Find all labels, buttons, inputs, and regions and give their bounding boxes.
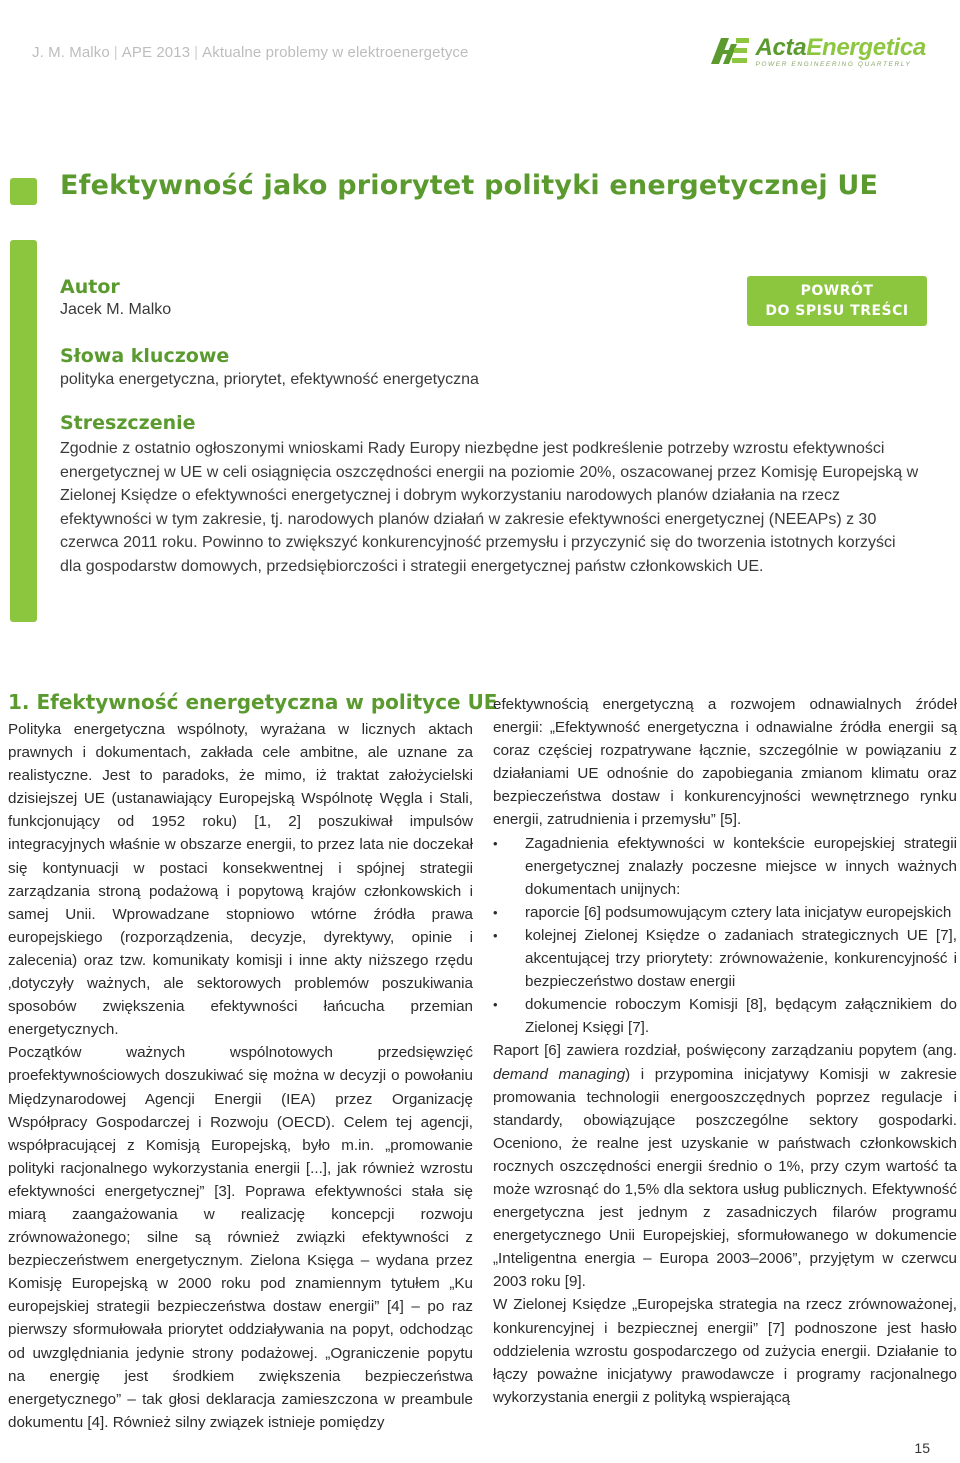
header-author: J. M. Malko xyxy=(32,44,110,61)
bullet-list xyxy=(493,832,957,1040)
abstract xyxy=(60,437,920,578)
bullet-icon: • xyxy=(493,904,498,920)
list-item: • Zagadnienia efektywności w kontekście europejskiej strategii energetycznej znalazły poczesne miejsce w innych ważnych dokumentach unijnych: xyxy=(493,832,957,901)
page-number: 15 xyxy=(914,1440,930,1456)
logo-tagline: POWER ENGINEERING QUARTERLY xyxy=(755,61,912,68)
list-item: • raporcie [6] podsumowującym cztery lata inicjatyw europejskich xyxy=(493,901,957,924)
right-column xyxy=(493,693,957,1409)
author-label: Autor xyxy=(60,276,120,298)
paragraph: Polityka energetyczna wspólnoty, wyrażana w licznych aktach prawnych i dokumentach, zakłada cele ambitne, ale uznane za realistyczne. Jest to paradoks, że mimo, iż traktat założycielski dzisiejszej UE (ustanawiający Europejską Wspólnotę Węgla i Stali, funkcjonujący od 1952 roku) [1, 2] poszukiwał impulsów integracyjnych właśnie w obszarze energii, to przez lata nie doczekał się kontynuacji w postaci konsekwentnej i spójnej strategii zarządzania stroną podażową i popytową krajów członkowskich i samej Unii. Wprowadzane stopniowo wtórne źródła prawa europejskiego (rozporządzenia, decyzje, dyrektywy, opinie i zalecenia) oraz tzw. komunikaty komisji i inne akty niższego rzędu ‚dotyczyły ważnych, ale sektorowych problemów poszukiwania sposobów zwiększenia efektywności łańcucha przemian energetycznych. xyxy=(8,721,473,1039)
title-marker xyxy=(10,178,37,205)
header-topic: Aktualne problemy w elektroenergetyce xyxy=(202,44,469,61)
paragraph: Początków ważnych wspólnotowych przedsięwzięć proefektywnościowych doszukiwać się można w decyzji o powołaniu Międzynarodowej Agencji Energii (IEA) przez Organizację Współpracy Gospodarczej i Rozwoju (OECD). Celem tej agencji, współpracującej z Komisją Europejską, było m.in. „promowanie polityki racjonalnego wykorzystania energii [...], jak również wzrostu efektywności energetycznej” [3]. Poprawa efektywności stała się miarą zaangażowania w realizację koncepcji rozwoju zrównoważonego; silne są również związki efektywności z bezpieczeństwem energetycznym. Zielona Księga – wydana przez Komisję Europejską w 2000 roku pod znamiennym tytułem „Ku europejskiej strategii bezpieczeństwa dostaw energii” [4] – po raz pierwszy sformułowała priorytet oddziaływania na popyt, odchodząc od uwzględniania jedynie strony podażowej. „Ograniczenie popytu na energię jest środkiem zwiększenia bezpieczeństwa energetycznego” – tak głosi deklaracja zamieszczona w preambule dokumentu [4]. Również silny związek istnieje pomiędzy xyxy=(8,1044,473,1431)
keywords-text: polityka energetyczna, priorytet, efektywność energetyczna xyxy=(60,371,479,388)
page-title: Efektywność jako priorytet polityki energetycznej UE xyxy=(60,170,879,201)
back-button-line1: POWRÓT xyxy=(800,283,874,299)
acta-energetica-logo xyxy=(709,36,926,74)
italic-term: demand managing xyxy=(493,1065,626,1083)
meta-side-bar xyxy=(10,240,37,622)
abstract-text: Zgodnie z ostatnio ogłoszonymi wnioskami Rady Europy niezbędne jest podkreślenie potrzeby wzrostu efektywności energetycznej w UE w celi osiągnięcia oszczędności energii na poziomie 20%, oszacowanej przez Komisję Europejską w Zielonej Księdze o efektywności energetycznej i dobrym wykorzystaniu narodowych planów działania na rzecz efektywności w tym zakresie, tj. narodowych planów działań w zakresie efektywności energetycznej (NEEAPs) z 30 czerwca 2011 roku. Powinno to zwiększyć konkurencyjność przemysłu i przyczynić się do tworzenia istotnych korzyści dla gospodarstw domowych, przedsiębiorczości i strategii energetycznej państw członkowskich UE. xyxy=(60,440,919,575)
section-heading: 1. Efektywność energetyczna w polityce UE xyxy=(8,690,498,714)
header-conference: APE 2013 xyxy=(121,44,191,61)
abstract-label: Streszczenie xyxy=(60,412,196,434)
author-name: Jacek M. Malko xyxy=(60,301,172,318)
logo-mark-icon xyxy=(709,36,751,66)
left-column xyxy=(8,718,473,1434)
paragraph: W Zielonej Księdze „Europejska strategia na rzecz zrównoważonej, konkurencyjnej i bezpiecznej energii” [7] podnoszone jest hasło oddzielenia wzrostu gospodarczego od zużycia energii. Działanie to łączy poważne inicjatywy prawodawcze i programy racjonalnego wykorzystania energii z polityką wspierającą xyxy=(493,1296,957,1406)
bullet-icon: • xyxy=(493,927,498,943)
bullet-icon: • xyxy=(493,997,498,1013)
header-separator: | xyxy=(194,44,199,61)
paragraph: efektywnością energetyczną a rozwojem odnawialnych źródeł energii: „Efektywność energetyczna i odnawialne źródła energii są coraz częściej rozpatrywane łącznie, szczególnie w powiązaniu z działaniami UE odnośnie do zapobiegania zmianom klimatu oraz bezpieczeństwa dostaw i konkurencyjności wewnętrznego rynku energii, zatrudnienia i przemysłu” [5]. xyxy=(493,696,957,829)
running-header xyxy=(32,44,468,61)
paragraph: Raport [6] zawiera rozdział, poświęcony zarządzaniu popytem (ang. demand managing) i przypomina inicjatywy Komisji w zakresie promowania technologii energooszczędnych poprzez regulacje i standardy, obowiązujące poszczególne sektory gospodarki. Oceniono, że realne jest uzyskanie w państwach członkowskich rocznych oszczędności energii średnio o 1%, przy czym wartość ta może wzrosnąć do 1,5% dla sektora usług publicznych. Efektywność energetyczna jest jednym z zasadniczych filarów programu energetycznego Unii Europejskiej, sformułowanego w dokumencie „Inteligentna energia – Europa 2003–2006”, przyjętym w czerwcu 2003 roku [9]. xyxy=(493,1042,958,1291)
back-to-toc-button[interactable] xyxy=(747,276,927,326)
header-separator: | xyxy=(113,44,118,61)
bullet-icon: • xyxy=(493,835,498,851)
back-button-line2: DO SPISU TREŚCI xyxy=(765,303,909,319)
list-item: • kolejnej Zielonej Księdze o zadaniach strategicznych UE [7], akcentującej trzy priorytety: zrównoważenie, konkurencyjność i bezpieczeństwo dostaw energii xyxy=(493,924,957,993)
list-item: • dokumencie roboczym Komisji [8], będącym załącznikiem do Zielonej Księgi [7]. xyxy=(493,993,957,1039)
logo-title: ActaEnergetica xyxy=(755,34,926,61)
keywords-label: Słowa kluczowe xyxy=(60,345,230,367)
